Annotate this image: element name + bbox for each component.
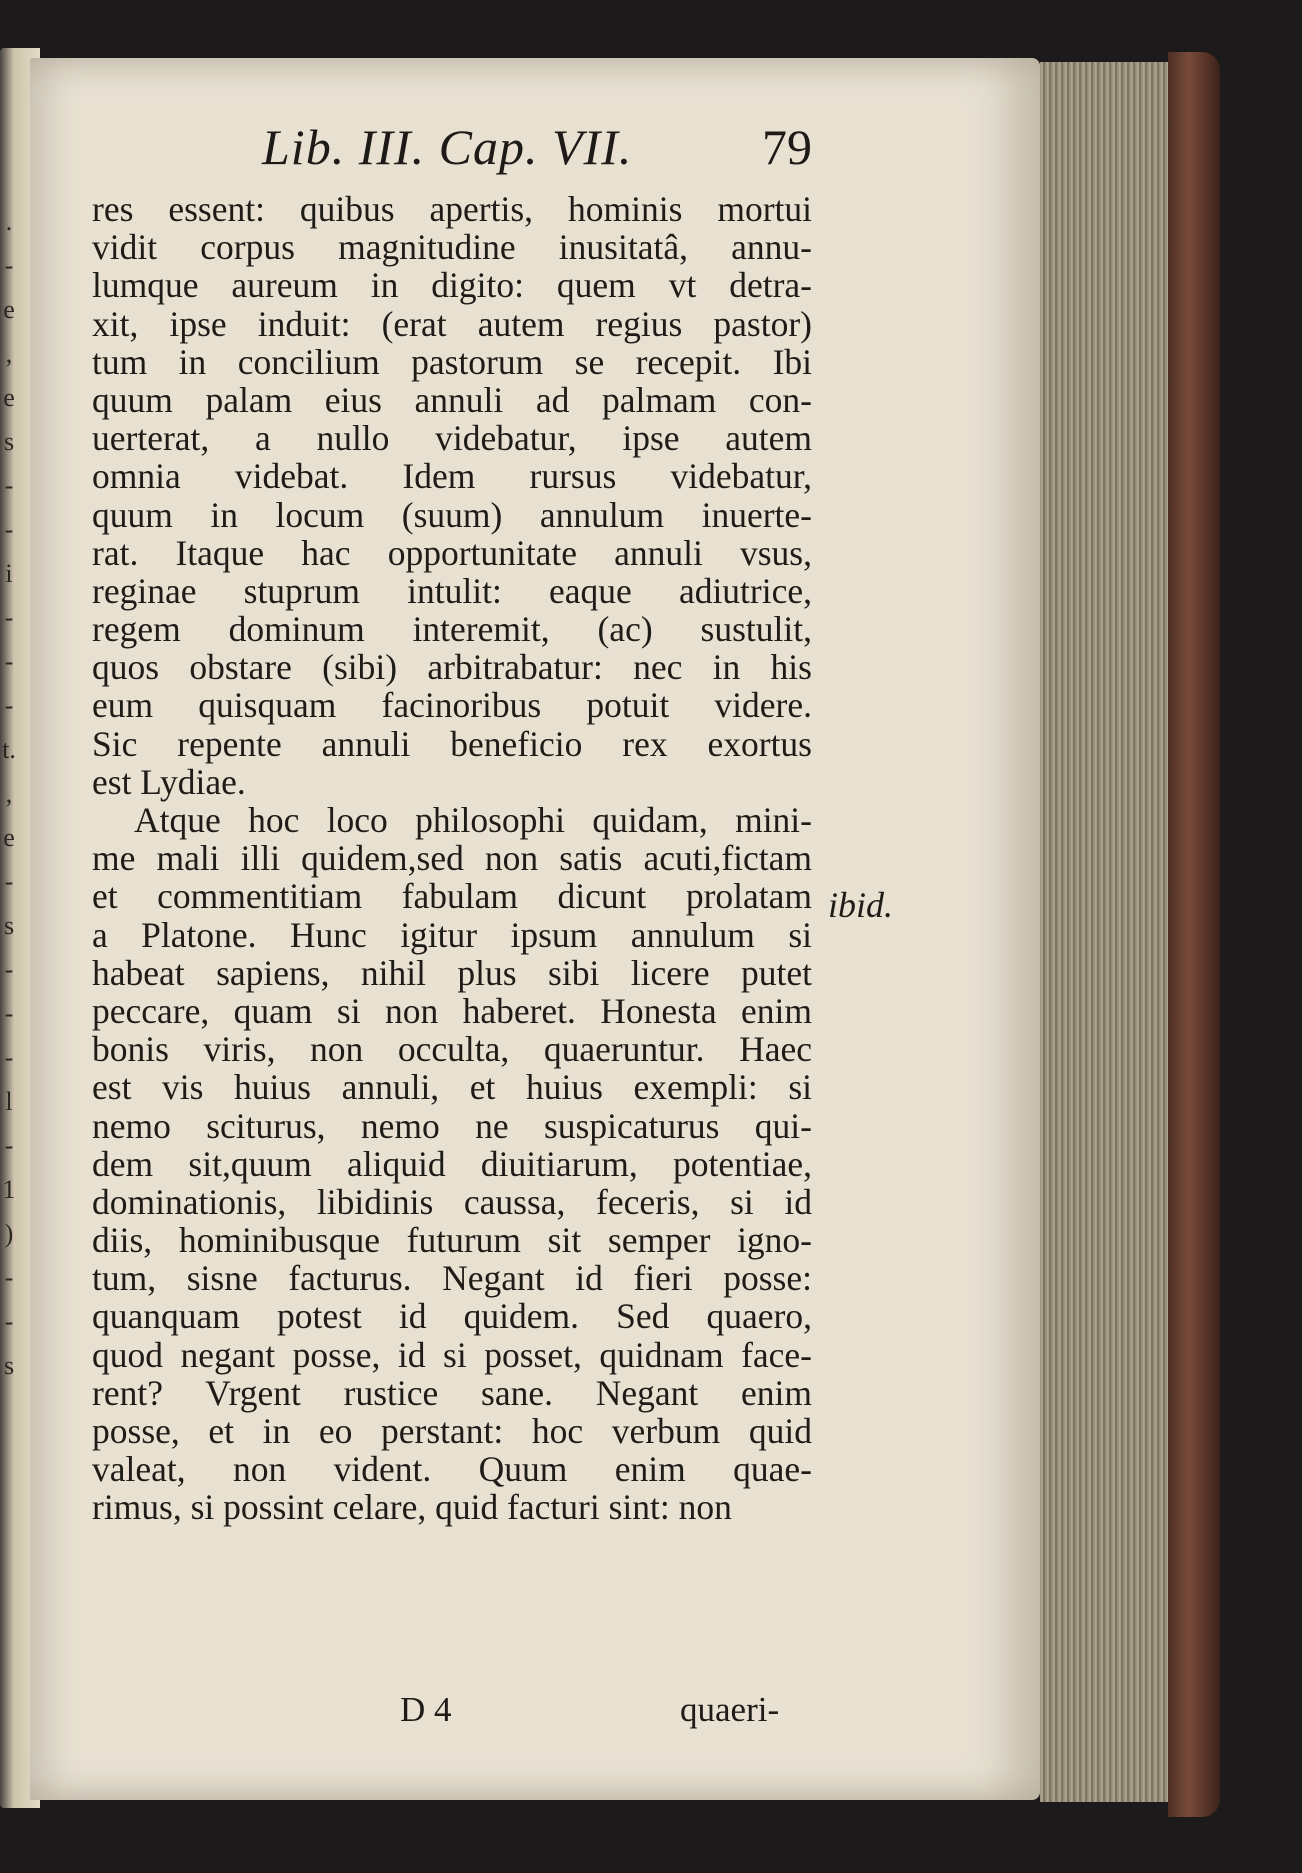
text-line: quum in locum (suum) annulum inuerte- [92, 494, 812, 535]
text-line: habeat sapiens, nihil plus sibi licere putet [92, 952, 812, 993]
page-number: 79 [762, 119, 812, 175]
left-page-mark: , [5, 779, 13, 808]
left-page-mark: ) [4, 1219, 14, 1248]
text-line: uerterat, a nullo videbatur, ipse autem [92, 418, 812, 459]
text-line: me mali illi quidem,sed non satis acuti,fictam [92, 838, 812, 879]
left-page-mark: e [3, 295, 15, 324]
text-line: regem dominum interemit, (ac) sustulit, [92, 609, 812, 650]
text-line: tum in concilium pastorum se recepit. Ibi [92, 341, 812, 382]
running-title: Lib. III. Cap. VII. [262, 119, 633, 175]
left-page-mark: - [4, 603, 14, 632]
text-line: rimus, si possint celare, quid facturi sint: non [92, 1487, 732, 1528]
left-page-mark: s [3, 911, 15, 940]
text-line: peccare, quam si non haberet. Honesta enim [92, 990, 812, 1031]
text-line: valeat, non vident. Quum enim quae- [92, 1449, 812, 1490]
text-line: Sic repente annuli beneficio rex exortus [92, 723, 812, 764]
text-line: Atque hoc loco philosophi quidam, mini- [134, 800, 812, 840]
text-line: quanquam potest id quidem. Sed quaero, [92, 1296, 812, 1337]
text-line: xit, ipse induit: (erat autem regius pastor) [92, 303, 812, 344]
left-page-mark: - [4, 1307, 14, 1336]
text-line: a Platone. Hunc igitur ipsum annulum si [92, 914, 812, 955]
left-page-mark: - [4, 691, 14, 720]
left-page-mark: - [4, 1043, 14, 1072]
left-page-mark: s [3, 1351, 15, 1380]
left-page-mark: - [4, 1131, 14, 1160]
text-line: tum, sisne facturus. Negant id fieri posse: [92, 1258, 812, 1299]
left-page-mark: - [4, 955, 14, 984]
left-page-mark: t. [2, 735, 16, 764]
left-page-mark: . [5, 207, 13, 236]
text-line: posse, et in eo perstant: hoc verbum quid [92, 1411, 812, 1451]
left-page-mark: l [5, 1087, 13, 1116]
left-page-mark: - [4, 471, 14, 500]
left-page-margin-marks [0, 200, 18, 1388]
text-line: reginae stuprum intulit: eaque adiutrice, [92, 570, 812, 611]
text-line: vidit corpus magnitudine inusitatâ, annu- [92, 227, 812, 268]
text-line: rat. Itaque hac opportunitate annuli vsus, [92, 532, 812, 573]
text-line: eum quisquam facinoribus potuit videre. [92, 685, 812, 726]
text-line: quum palam eius annuli ad palmam con- [92, 379, 812, 420]
text-line: et commentitiam fabulam dicunt prolatam [92, 876, 812, 917]
text-line: res essent: quibus apertis, hominis mortui [92, 189, 812, 229]
left-page-mark: - [4, 251, 14, 280]
text-line: dominationis, libidinis caussa, feceris, si id [92, 1181, 812, 1222]
text-line: lumque aureum in digito: quem vt detra- [92, 265, 812, 306]
signature-mark: D 4 [400, 1690, 452, 1729]
text-line: rent? Vrgent rustice sane. Negant enim [92, 1372, 812, 1413]
text-line: est vis huius annuli, et huius exempli: si [92, 1067, 812, 1108]
left-page-mark: e [3, 823, 15, 852]
text-line: bonis viris, non occulta, quaeruntur. Haec [92, 1029, 812, 1070]
text-line: nemo sciturus, nemo ne suspicaturus qui- [92, 1105, 812, 1146]
text-line: diis, hominibusque futurum sit semper igno- [92, 1220, 812, 1261]
left-page-mark: - [4, 867, 14, 896]
text-line: quod negant posse, id si posset, quidnam face- [92, 1334, 812, 1375]
left-page-mark: - [4, 1263, 14, 1292]
text-line: dem sit,quum aliquid diuitiarum, potentiae, [92, 1143, 812, 1184]
catchword: quaeri- [680, 1690, 780, 1729]
text-line: est Lydiae. [92, 761, 246, 802]
left-page-mark: - [4, 647, 14, 676]
left-page-mark: , [5, 339, 13, 368]
left-page-mark: 1 [2, 1175, 16, 1204]
left-page-mark: s [3, 427, 15, 456]
left-page-mark: i [5, 559, 13, 588]
left-page-mark: - [4, 999, 14, 1028]
left-page-mark: - [4, 515, 14, 544]
body-text [92, 190, 812, 1527]
running-header [262, 118, 822, 178]
book-cover-edge [1168, 52, 1220, 1817]
text-line: omnia videbat. Idem rursus videbatur, [92, 456, 812, 497]
text-line: quos obstare (sibi) arbitrabatur: nec in his [92, 647, 812, 688]
left-page-mark: e [3, 383, 15, 412]
marginal-note: ibid. [828, 885, 894, 925]
